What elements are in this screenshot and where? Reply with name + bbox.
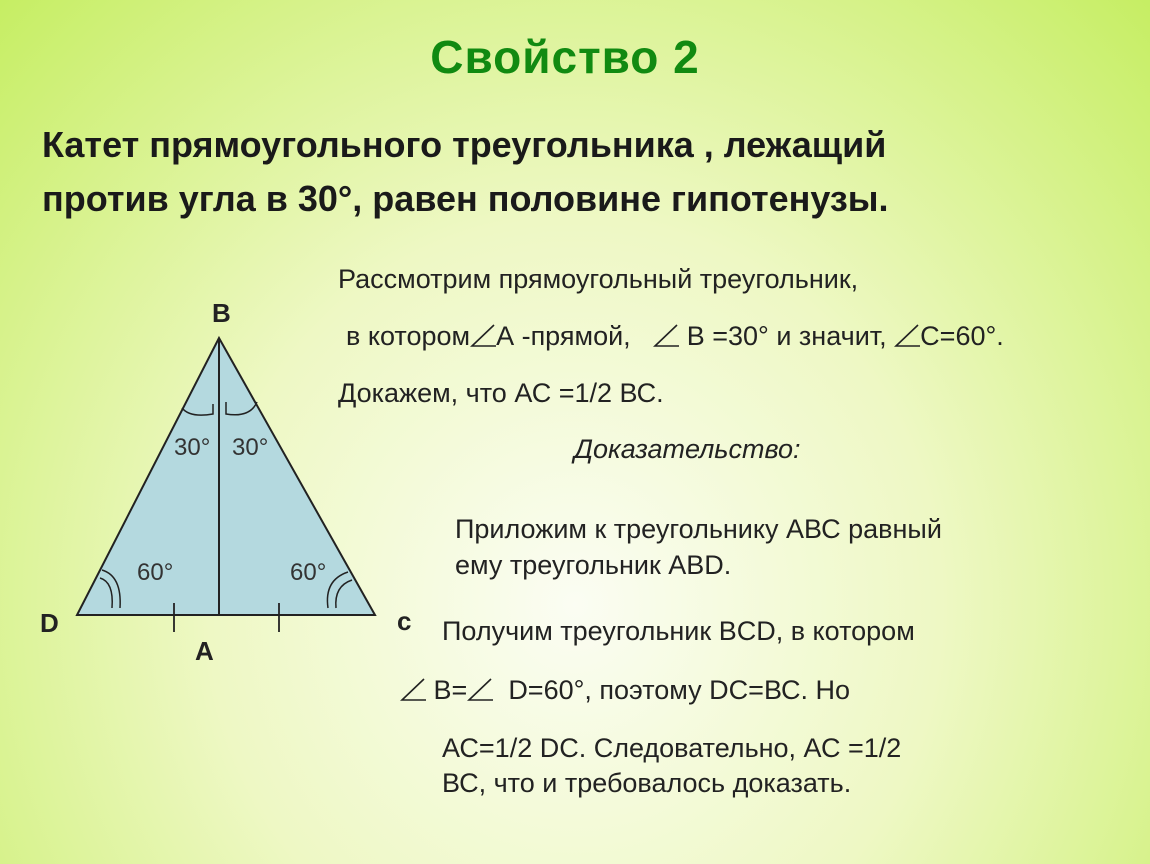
- proof-step-2-line-4: ВС, что и требовалось доказать.: [442, 768, 852, 798]
- angle-label-d: 60°: [137, 559, 174, 586]
- proof-step-2-line-2-b: D=60°, поэтому DC=ВС. Но: [508, 675, 851, 705]
- proof-heading: Доказательство:: [574, 434, 801, 464]
- proof-step-2-line-3: АС=1/2 DC. Следовательно, АС =1/2: [442, 733, 902, 763]
- angle-icon: [467, 676, 493, 702]
- angle-label-c: 60°: [290, 559, 327, 586]
- statement-line-2: против угла в 30°, равен половине гипотенузы.: [42, 178, 889, 219]
- property-statement: [42, 118, 1132, 226]
- triangle-bcd: [77, 338, 375, 615]
- given-line-2-b: А -прямой,: [496, 321, 631, 351]
- given-line-2-d: С=60°.: [920, 321, 1004, 351]
- angle-icon: [894, 322, 920, 348]
- given-line-2: [346, 319, 1004, 353]
- given-line-1: Рассмотрим прямоугольный треугольник,: [338, 264, 859, 294]
- angle-label-b-left: 30°: [174, 434, 211, 461]
- proof-step-1-line-2: ему треугольник АВD.: [455, 550, 732, 580]
- angle-icon: [470, 322, 496, 348]
- given-line-2-c: В =30° и значит,: [686, 321, 887, 351]
- vertex-label-d: D: [40, 608, 59, 638]
- vertex-label-c: c: [397, 606, 412, 636]
- proof-step-2-line-1: Получим треугольник ВCD, в котором: [442, 616, 915, 646]
- triangle-diagram: [0, 290, 440, 680]
- vertex-label-b: B: [212, 298, 231, 328]
- statement-line-1: Катет прямоугольного треугольника , лежащий: [42, 124, 887, 165]
- proof-step-2-line-2-a: В=: [433, 675, 468, 705]
- slide-title: Свойство 2: [430, 31, 700, 83]
- given-line-2-a: в котором: [346, 321, 471, 351]
- proof-step-1-line-1: Приложим к треугольнику АВС равный: [455, 514, 942, 544]
- proof-step-2-line-2: [400, 673, 850, 707]
- given-line-3: Докажем, что АС =1/2 ВС.: [338, 378, 664, 408]
- vertex-label-a: A: [195, 636, 214, 666]
- angle-label-b-right: 30°: [232, 434, 269, 461]
- angle-icon: [653, 322, 679, 348]
